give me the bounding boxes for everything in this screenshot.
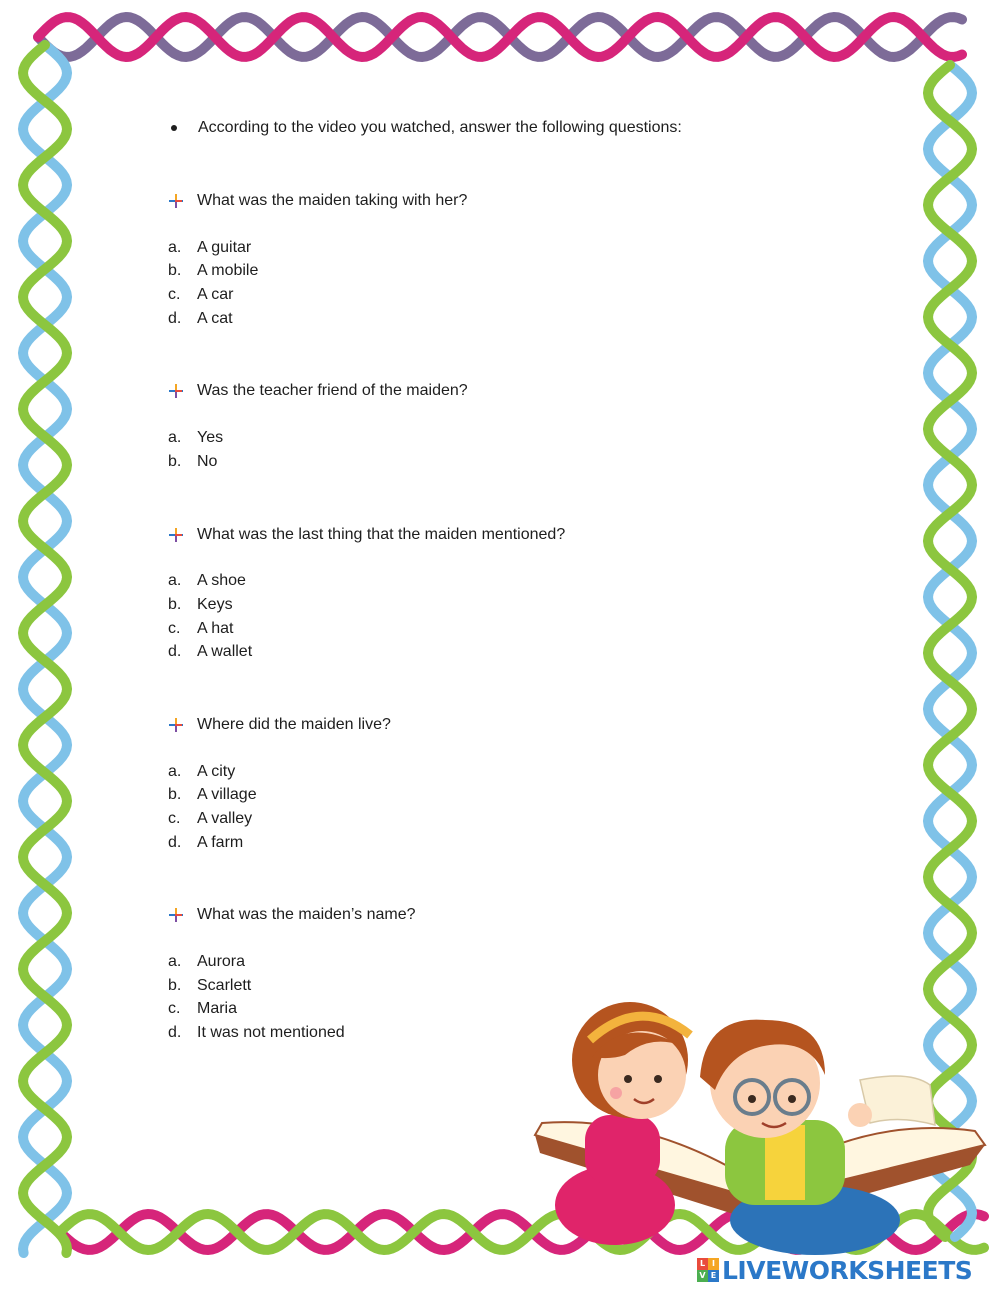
- option-letter: b.: [168, 595, 182, 613]
- question-text: Was the teacher friend of the maiden?: [197, 382, 468, 400]
- option-text: Maria: [197, 1000, 238, 1018]
- answer-option[interactable]: [168, 283, 888, 307]
- answer-option[interactable]: [168, 831, 888, 855]
- four-point-star-bullet-icon: [168, 907, 184, 923]
- option-letter: a.: [168, 572, 182, 590]
- badge-letter: L: [697, 1258, 708, 1270]
- question-list: [168, 189, 888, 1045]
- option-letter: d.: [168, 1023, 182, 1041]
- option-letter: b.: [168, 786, 182, 804]
- option-letter: d.: [168, 833, 182, 851]
- option-text: It was not mentioned: [197, 1023, 345, 1041]
- question-text: What was the last thing that the maiden mentioned?: [197, 525, 566, 543]
- children-reading-illustration: [530, 995, 1000, 1260]
- question-row: [168, 713, 888, 737]
- answer-option[interactable]: [168, 784, 888, 808]
- liveworksheets-logo: [697, 1256, 972, 1284]
- question-block: [168, 523, 888, 664]
- option-text: A shoe: [197, 572, 246, 590]
- option-letter: b.: [168, 262, 182, 280]
- option-text: Yes: [197, 429, 224, 447]
- option-text: Keys: [197, 595, 233, 613]
- option-text: Scarlett: [197, 976, 252, 994]
- question-text: What was the maiden taking with her?: [197, 192, 468, 209]
- answer-option[interactable]: [168, 236, 888, 260]
- option-text: A guitar: [197, 238, 252, 256]
- answer-option[interactable]: [168, 570, 888, 594]
- option-text: A valley: [197, 809, 253, 827]
- answer-option[interactable]: [168, 617, 888, 641]
- badge-letter: V: [697, 1270, 708, 1282]
- option-letter: d.: [168, 643, 182, 661]
- option-letter: a.: [168, 762, 182, 780]
- badge-letter: E: [708, 1270, 719, 1282]
- option-letter: c.: [168, 285, 181, 303]
- question-text: What was the maiden’s name?: [197, 906, 416, 924]
- question-text: Where did the maiden live?: [197, 715, 391, 733]
- instructions-text: According to the video you watched, answer the following questions:: [198, 119, 682, 136]
- instructions: [168, 116, 888, 140]
- option-letter: c.: [168, 619, 181, 637]
- option-letter: a.: [168, 429, 182, 447]
- answer-option[interactable]: [168, 950, 888, 974]
- option-letter: d.: [168, 309, 182, 327]
- logo-text: LIVEWORKSHEETS: [722, 1255, 973, 1285]
- option-text: No: [197, 452, 218, 470]
- answer-option[interactable]: [168, 260, 888, 284]
- answer-option[interactable]: [168, 426, 888, 450]
- option-letter: a.: [168, 238, 182, 256]
- option-letter: b.: [168, 976, 182, 994]
- option-text: A mobile: [197, 262, 259, 280]
- option-letter: a.: [168, 953, 182, 971]
- question-block: [168, 713, 888, 854]
- four-point-star-bullet-icon: [168, 193, 184, 209]
- option-text: A wallet: [197, 643, 253, 661]
- answer-option[interactable]: [168, 593, 888, 617]
- question-row: [168, 903, 888, 927]
- option-letter: c.: [168, 1000, 181, 1018]
- option-letter: b.: [168, 452, 182, 470]
- question-row: [168, 189, 888, 213]
- option-text: A cat: [197, 309, 233, 327]
- option-letter: c.: [168, 809, 181, 827]
- option-text: Aurora: [197, 953, 246, 971]
- four-point-star-bullet-icon: [168, 527, 184, 543]
- worksheet-content: [168, 116, 888, 1094]
- option-text: A city: [197, 762, 236, 780]
- live-badge-icon: [697, 1258, 719, 1282]
- option-text: A village: [197, 786, 257, 804]
- answer-option[interactable]: [168, 307, 888, 331]
- badge-letter: I: [708, 1258, 719, 1270]
- question-block: [168, 189, 888, 330]
- answer-option[interactable]: [168, 450, 888, 474]
- option-text: A car: [197, 285, 234, 303]
- option-text: A farm: [197, 833, 244, 851]
- four-point-star-bullet-icon: [168, 383, 184, 399]
- answer-option[interactable]: [168, 760, 888, 784]
- bullet-icon: [171, 125, 177, 131]
- answer-option[interactable]: [168, 974, 888, 998]
- four-point-star-bullet-icon: [168, 717, 184, 733]
- option-text: A hat: [197, 619, 234, 637]
- question-block: [168, 379, 888, 473]
- answer-option[interactable]: [168, 807, 888, 831]
- question-row: [168, 523, 888, 547]
- answer-option[interactable]: [168, 640, 888, 664]
- question-row: [168, 379, 888, 403]
